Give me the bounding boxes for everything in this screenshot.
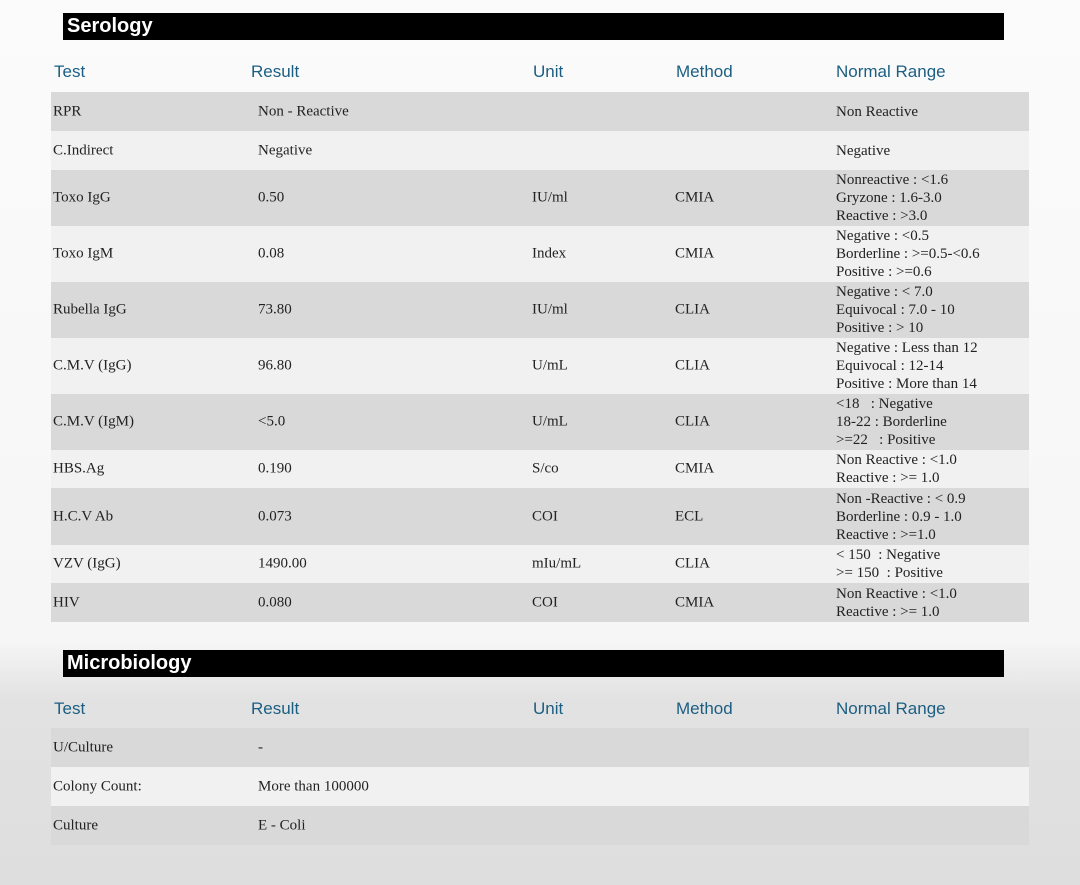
test-cell: U/Culture bbox=[53, 739, 113, 755]
normal-range-cell bbox=[836, 103, 918, 121]
normal-range-line: Gryzone : 1.6-3.0 bbox=[836, 190, 942, 206]
unit-cell: U/mL bbox=[532, 357, 568, 374]
header-result: Result bbox=[251, 699, 300, 718]
unit-cell: S/co bbox=[532, 460, 559, 477]
test-cell: Colony Count: bbox=[53, 778, 142, 794]
table-row bbox=[51, 545, 1029, 583]
method-cell: CMIA bbox=[675, 594, 715, 610]
method-cell: CLIA bbox=[675, 357, 710, 374]
test-cell: HBS.Ag bbox=[53, 460, 105, 477]
result-cell: 0.080 bbox=[258, 594, 292, 610]
normal-range-cell bbox=[836, 585, 957, 621]
normal-range-line: Equivocal : 7.0 - 10 bbox=[836, 302, 955, 318]
method-cell: CMIA bbox=[675, 245, 715, 262]
header-result: Result bbox=[251, 62, 300, 81]
normal-range-line: >=22 : Positive bbox=[836, 432, 936, 448]
test-cell: Toxo IgM bbox=[53, 245, 114, 262]
method-cell: CLIA bbox=[675, 413, 710, 430]
normal-range-cell bbox=[836, 142, 890, 160]
test-cell: C.M.V (IgG) bbox=[53, 357, 132, 374]
test-cell: VZV (IgG) bbox=[53, 555, 121, 572]
method-cell: CLIA bbox=[675, 301, 710, 318]
serology-section-title: Serology bbox=[63, 13, 1004, 40]
header-normal-range: Normal Range bbox=[836, 62, 946, 81]
test-cell: RPR bbox=[53, 103, 82, 119]
microbiology-table bbox=[51, 728, 1029, 845]
normal-range-line: Positive : >=0.6 bbox=[836, 264, 932, 280]
normal-range-line: Borderline : 0.9 - 1.0 bbox=[836, 508, 962, 525]
unit-cell: mIu/mL bbox=[532, 555, 582, 572]
normal-range-cell bbox=[836, 283, 955, 337]
normal-range-line: Non Reactive : <1.0 bbox=[836, 452, 957, 468]
normal-range-line: < 150 : Negative bbox=[836, 547, 941, 563]
table-row bbox=[51, 767, 1029, 806]
table-row bbox=[51, 282, 1029, 338]
normal-range-line: Equivocal : 12-14 bbox=[836, 358, 944, 374]
normal-range-cell bbox=[836, 490, 966, 544]
result-cell: - bbox=[258, 739, 263, 755]
unit-cell: COI bbox=[532, 594, 558, 610]
normal-range-line: Reactive : >= 1.0 bbox=[836, 470, 940, 486]
normal-range-cell bbox=[836, 339, 978, 393]
method-cell: CLIA bbox=[675, 555, 710, 572]
normal-range-line: >= 150 : Positive bbox=[836, 565, 943, 581]
result-cell: 96.80 bbox=[258, 357, 292, 374]
unit-cell: COI bbox=[532, 508, 558, 524]
table-row bbox=[51, 131, 1029, 170]
result-cell: 0.50 bbox=[258, 189, 285, 206]
normal-range-cell bbox=[836, 395, 947, 449]
normal-range-line: Negative bbox=[836, 142, 891, 159]
microbiology-section-title: Microbiology bbox=[63, 650, 1004, 677]
unit-cell: Index bbox=[532, 245, 567, 262]
table-row bbox=[51, 394, 1029, 450]
normal-range-line: Positive : > 10 bbox=[836, 320, 924, 336]
normal-range-line: Borderline : >=0.5-<0.6 bbox=[836, 246, 980, 262]
normal-range-line: Non Reactive bbox=[836, 103, 919, 120]
normal-range-line: Reactive : >=1.0 bbox=[836, 526, 936, 543]
table-row bbox=[51, 450, 1029, 488]
normal-range-line: Non Reactive : <1.0 bbox=[836, 585, 957, 602]
normal-range-cell bbox=[836, 451, 957, 487]
result-cell: 0.073 bbox=[258, 508, 292, 524]
table-row bbox=[51, 728, 1029, 767]
unit-cell: IU/ml bbox=[532, 301, 568, 318]
normal-range-line: 18-22 : Borderline bbox=[836, 414, 947, 430]
result-cell: Negative bbox=[258, 142, 313, 158]
table-row bbox=[51, 488, 1029, 545]
header-test: Test bbox=[54, 699, 86, 718]
test-cell: Culture bbox=[53, 817, 98, 833]
header-method: Method bbox=[676, 62, 733, 81]
normal-range-line: Negative : <0.5 bbox=[836, 228, 930, 244]
serology-table bbox=[51, 92, 1029, 622]
normal-range-line: <18 : Negative bbox=[836, 396, 933, 412]
table-row bbox=[51, 170, 1029, 226]
normal-range-line: Negative : < 7.0 bbox=[836, 284, 933, 300]
method-cell: ECL bbox=[675, 508, 704, 524]
header-normal-range: Normal Range bbox=[836, 699, 946, 718]
method-cell: CMIA bbox=[675, 189, 715, 206]
result-cell: 0.08 bbox=[258, 245, 285, 262]
test-cell: C.Indirect bbox=[53, 142, 114, 158]
normal-range-line: Negative : Less than 12 bbox=[836, 340, 978, 356]
header-unit: Unit bbox=[533, 699, 564, 718]
table-row bbox=[51, 226, 1029, 282]
result-cell: <5.0 bbox=[258, 413, 286, 430]
normal-range-line: Reactive : >3.0 bbox=[836, 208, 928, 224]
result-cell: 0.190 bbox=[258, 460, 292, 477]
result-cell: 1490.00 bbox=[258, 555, 307, 572]
header-method: Method bbox=[676, 699, 733, 718]
table-row bbox=[51, 92, 1029, 131]
normal-range-line: Positive : More than 14 bbox=[836, 376, 977, 392]
serology-table-header bbox=[51, 52, 1029, 92]
table-row bbox=[51, 338, 1029, 394]
result-cell: More than 100000 bbox=[258, 778, 369, 794]
microbiology-table-header bbox=[51, 689, 1029, 729]
normal-range-cell bbox=[836, 227, 980, 281]
normal-range-cell bbox=[836, 171, 948, 225]
normal-range-cell bbox=[836, 546, 943, 582]
result-cell: 73.80 bbox=[258, 301, 292, 318]
test-cell: Rubella IgG bbox=[53, 301, 127, 318]
method-cell: CMIA bbox=[675, 460, 715, 477]
unit-cell: U/mL bbox=[532, 413, 568, 430]
test-cell: Toxo IgG bbox=[53, 189, 111, 206]
test-cell: HIV bbox=[53, 594, 80, 610]
unit-cell: IU/ml bbox=[532, 189, 568, 206]
table-row bbox=[51, 583, 1029, 622]
normal-range-line: Nonreactive : <1.6 bbox=[836, 172, 949, 188]
test-cell: H.C.V Ab bbox=[53, 508, 114, 524]
table-row bbox=[51, 806, 1029, 845]
result-cell: E - Coli bbox=[258, 817, 306, 833]
normal-range-line: Non -Reactive : < 0.9 bbox=[836, 490, 966, 507]
header-unit: Unit bbox=[533, 62, 564, 81]
result-cell: Non - Reactive bbox=[258, 103, 349, 119]
header-test: Test bbox=[54, 62, 86, 81]
normal-range-line: Reactive : >= 1.0 bbox=[836, 603, 940, 620]
test-cell: C.M.V (IgM) bbox=[53, 413, 134, 430]
